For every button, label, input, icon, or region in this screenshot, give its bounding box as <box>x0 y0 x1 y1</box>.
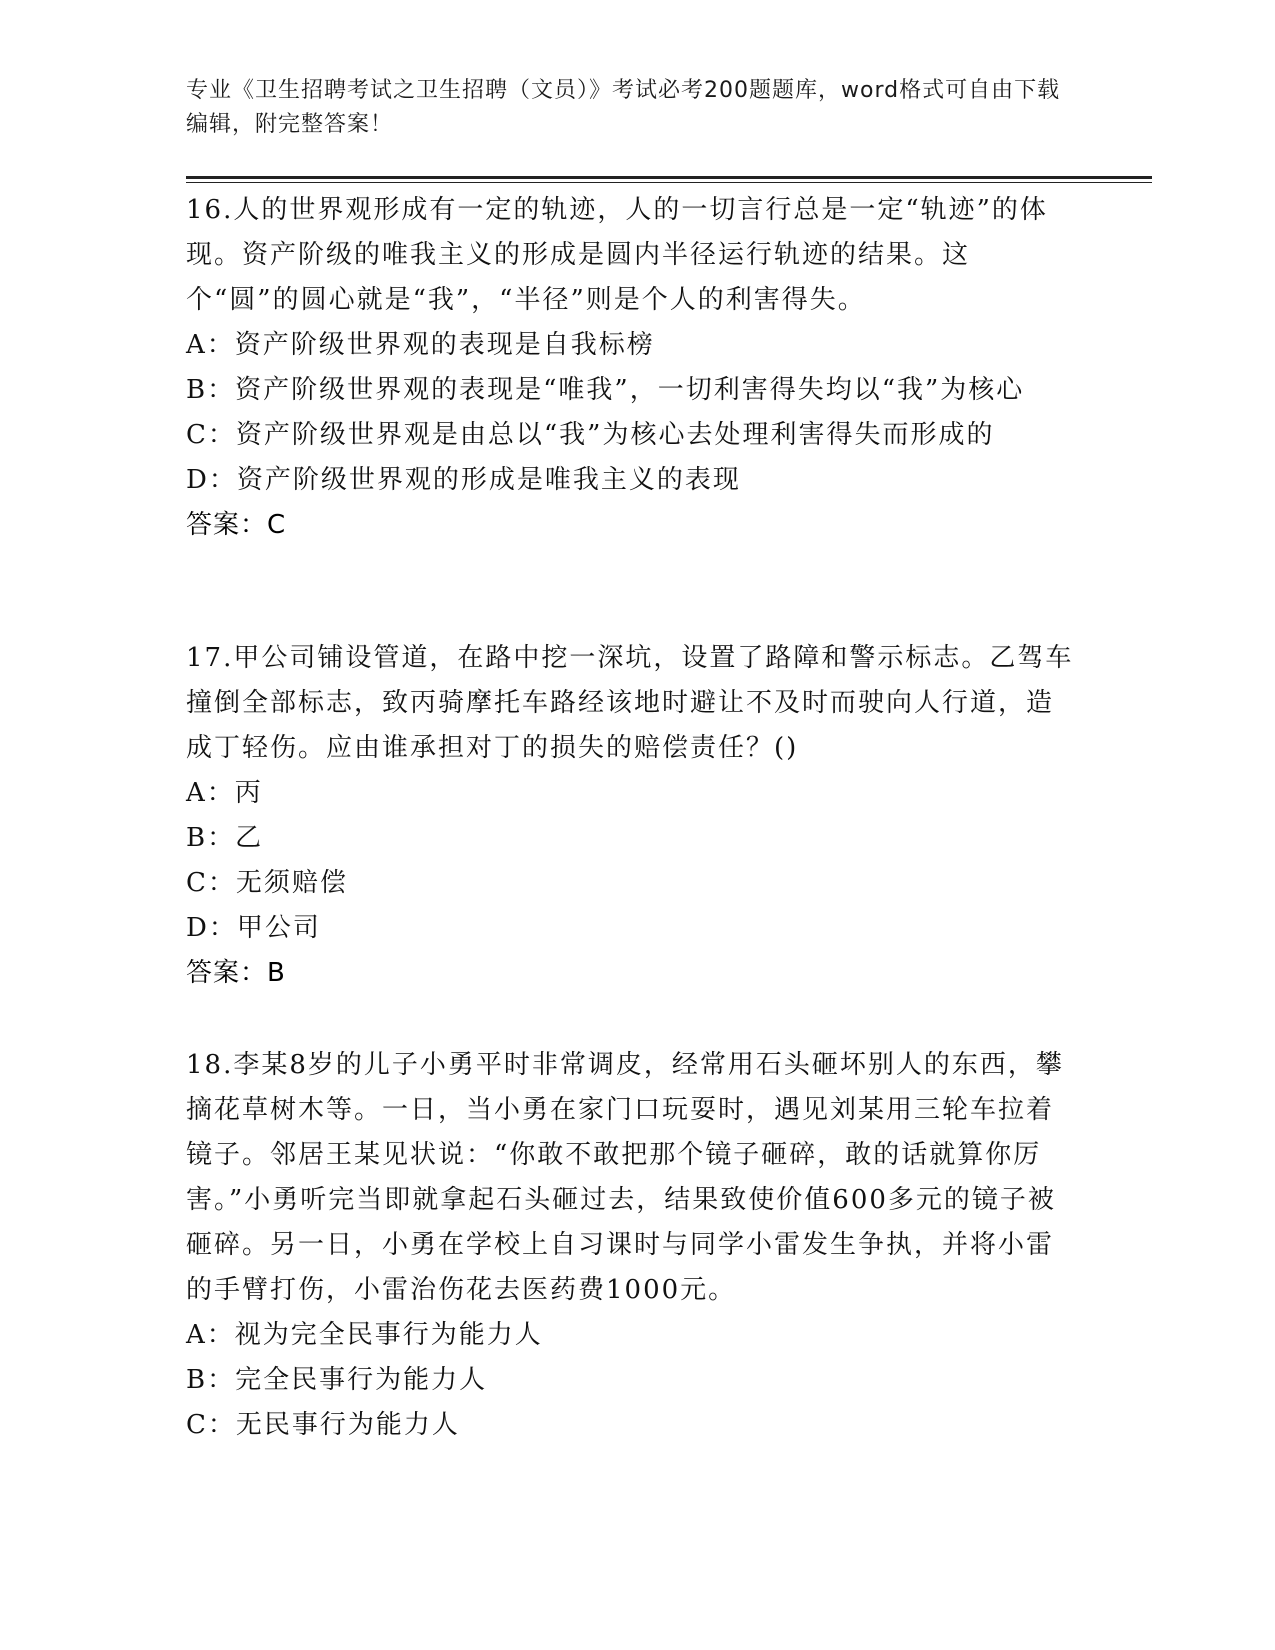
question-16-text: 16.人的世界观形成有一定的轨迹，人的一切言行总是一定“轨迹”的体现。资产阶级的唯我主义的形成是圆内半径运行轨迹的结果。这个“圆”的圆心就是“我”，“半径”则是个人的利害得失。 <box>186 195 1048 315</box>
question-16 <box>186 188 1076 548</box>
question-17-option-d: D：甲公司 <box>186 913 321 943</box>
header-divider-thin <box>186 182 1152 183</box>
question-16-option-b: B：资产阶级世界观的表现是“唯我”，一切利害得失均以“我”为核心 <box>186 375 1025 405</box>
question-16-option-c: C：资产阶级世界观是由总以“我”为核心去处理利害得失而形成的 <box>186 420 995 450</box>
question-16-option-d: D：资产阶级世界观的形成是唯我主义的表现 <box>186 465 741 495</box>
question-18-option-c: C：无民事行为能力人 <box>186 1410 460 1440</box>
question-17-option-a: A：丙 <box>186 778 263 808</box>
question-18-option-b: B：完全民事行为能力人 <box>186 1365 488 1395</box>
question-16-answer: 答案：C <box>186 510 287 540</box>
question-16-option-a: A：资产阶级世界观的表现是自我标榜 <box>186 330 655 360</box>
question-17-answer: 答案：B <box>186 958 286 988</box>
question-17-text: 17.甲公司铺设管道，在路中挖一深坑，设置了路障和警示标志。乙驾车撞倒全部标志，致丙骑摩托车路经该地时避让不及时而驶向人行道，造成丁轻伤。应由谁承担对丁的损失的赔偿责任？() <box>186 643 1074 763</box>
question-18-text: 18.李某8岁的儿子小勇平时非常调皮，经常用石头砸坏别人的东西，攀摘花草树木等。一日，当小勇在家门口玩耍时，遇见刘某用三轮车拉着镜子。邻居王某见状说：“你敢不敢把那个镜子砸碎，敢的话就算你厉害。”小勇听完当即就拿起石头砸过去，结果致使价值600多元的镜子被砸碎。另一日，小勇在学校上自习课时与同学小雷发生争执，并将小雷的手臂打伤，小雷治伤花去医药费1000元。 <box>186 1050 1064 1305</box>
question-17-option-c: C：无须赔偿 <box>186 868 348 898</box>
question-18-option-a: A：视为完全民事行为能力人 <box>186 1320 543 1350</box>
question-17 <box>186 636 1076 996</box>
header-divider-thick <box>186 176 1152 179</box>
question-17-option-b: B：乙 <box>186 823 264 853</box>
document-header: 专业《卫生招聘考试之卫生招聘（文员）》考试必考200题题库，word格式可自由下载编辑，附完整答案！ <box>186 78 1061 137</box>
question-18 <box>186 1043 1076 1448</box>
